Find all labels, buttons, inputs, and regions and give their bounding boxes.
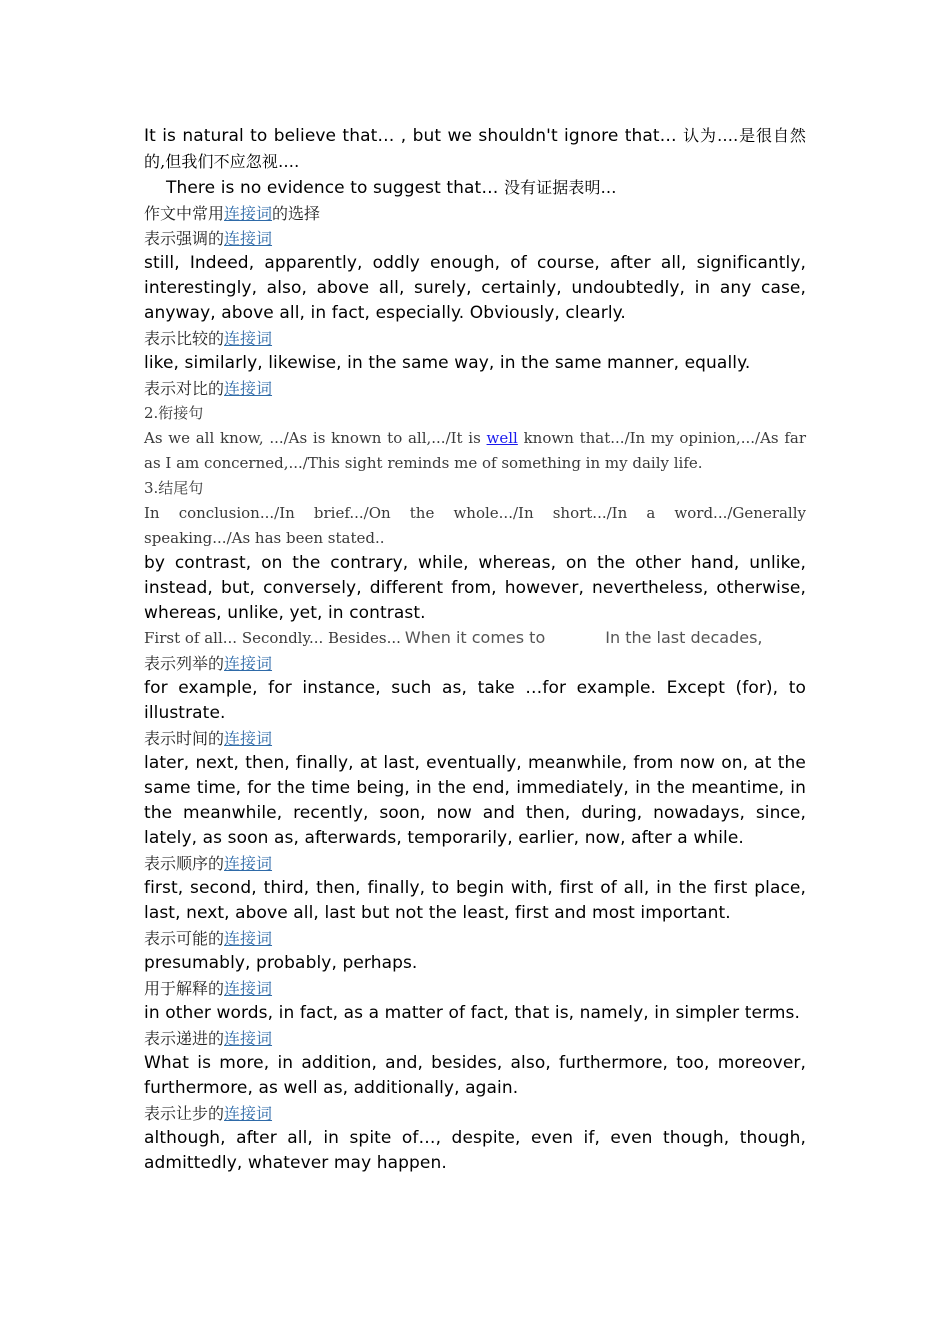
linking-heading: 2.衔接句 <box>144 404 204 422</box>
closing-heading: 3.结尾句 <box>144 479 204 497</box>
linking-link-well[interactable]: well <box>486 429 518 447</box>
misc-line-sans-1: When it comes to <box>404 628 546 647</box>
choice-heading-suffix: 的选择 <box>272 204 321 223</box>
section-heading-link[interactable]: 连接词 <box>224 729 273 748</box>
section-body-concession: although, after all, in spite of…, despite, even if, even though, though, admittedly, whatever may happen. <box>144 1128 806 1173</box>
section-heading-contrast <box>144 376 806 401</box>
section-body-time: later, next, then, finally, at last, eventually, meanwhile, from now on, at the same time, for the time being, in the end, immediately, in the meantime, in the meanwhile, recently, soon, now and then, during, nowadays, since, lately, as soon as, afterwards, temporarily, earlier, now, after a while. <box>144 753 806 848</box>
linking-text-after: known that.../In my opinion,.../As far as I am concerned,.../This sight reminds me of something in my daily life. <box>144 429 806 472</box>
section-heading-prefix: 表示顺序的 <box>144 854 225 873</box>
section-heading-link[interactable]: 连接词 <box>224 929 273 948</box>
section-heading-prefix: 表示对比的 <box>144 379 225 398</box>
section-heading-link[interactable]: 连接词 <box>224 654 273 673</box>
section-heading-link[interactable]: 连接词 <box>224 379 273 398</box>
document-body <box>144 123 806 1176</box>
misc-line-serif: First of all... Secondly... Besides... <box>144 629 401 647</box>
section-body-possibility: presumably, probably, perhaps. <box>144 953 418 973</box>
intro-line-1-en: It is natural to believe that… , but we shouldn't ignore that… <box>144 126 677 146</box>
section-heading-prefix: 表示列举的 <box>144 654 225 673</box>
section-heading-link[interactable]: 连接词 <box>224 1029 273 1048</box>
section-heading-explanation <box>144 976 806 1001</box>
choice-heading <box>144 201 806 226</box>
section-heading-emphasis <box>144 226 806 251</box>
section-heading-prefix: 表示递进的 <box>144 1029 225 1048</box>
section-heading-listing <box>144 651 806 676</box>
section-heading-order <box>144 851 806 876</box>
closing-text: In conclusion.../In brief.../On the whole.../In short.../In a word.../Generally speaking.../As has been stated.. <box>144 504 806 547</box>
section-body-order: first, second, third, then, finally, to begin with, first of all, in the first place, last, next, above all, last but not the least, first and most important. <box>144 878 806 923</box>
section-body-progression: What is more, in addition, and, besides, also, furthermore, too, moreover, furthermore, as well as, additionally, again. <box>144 1053 806 1098</box>
section-body-comparison: like, similarly, likewise, in the same way, in the same manner, equally. <box>144 353 751 373</box>
intro-line-2-en: There is no evidence to suggest that… <box>166 178 499 198</box>
section-heading-prefix: 表示时间的 <box>144 729 225 748</box>
section-body-emphasis: still, Indeed, apparently, oddly enough, of course, after all, significantly, interestingly, also, above all, surely, certainly, undoubtedly, in any case, anyway, above all, in fact, especially. Obviously, clearly. <box>144 253 806 323</box>
misc-line <box>144 626 806 651</box>
intro-line-2 <box>144 175 806 201</box>
section-heading-prefix: 用于解释的 <box>144 979 225 998</box>
section-body-contrast: by contrast, on the contrary, while, whereas, on the other hand, unlike, instead, but, conversely, different from, however, nevertheless, otherwise, whereas, unlike, yet, in contrast. <box>144 553 806 623</box>
choice-heading-prefix: 作文中常用 <box>144 204 225 223</box>
section-heading-prefix: 表示让步的 <box>144 1104 225 1123</box>
intro-line-1-cn: 认为….是很自然的,但我们不应忽视…. <box>144 126 806 171</box>
section-heading-prefix: 表示比较的 <box>144 329 225 348</box>
section-heading-comparison <box>144 326 806 351</box>
intro-line-1 <box>144 123 806 175</box>
misc-line-sans-2: In the last decades, <box>605 628 763 647</box>
linking-text <box>144 426 806 476</box>
choice-heading-link[interactable]: 连接词 <box>224 204 273 223</box>
section-body-listing: for example, for instance, such as, take …for example. Except (for), to illustrate. <box>144 678 806 723</box>
section-heading-link[interactable]: 连接词 <box>224 979 273 998</box>
section-heading-possibility <box>144 926 806 951</box>
section-heading-time <box>144 726 806 751</box>
section-heading-link[interactable]: 连接词 <box>224 1104 273 1123</box>
intro-line-2-cn: 没有证据表明… <box>503 178 617 197</box>
section-heading-link[interactable]: 连接词 <box>224 229 273 248</box>
section-heading-concession <box>144 1101 806 1126</box>
section-heading-link[interactable]: 连接词 <box>224 854 273 873</box>
section-body-explanation: in other words, in fact, as a matter of fact, that is, namely, in simpler terms. <box>144 1003 800 1023</box>
section-heading-prefix: 表示强调的 <box>144 229 225 248</box>
section-heading-link[interactable]: 连接词 <box>224 329 273 348</box>
section-heading-prefix: 表示可能的 <box>144 929 225 948</box>
section-heading-progression <box>144 1026 806 1051</box>
linking-text-before: As we all know, .../As is known to all,.../It is <box>144 429 487 447</box>
